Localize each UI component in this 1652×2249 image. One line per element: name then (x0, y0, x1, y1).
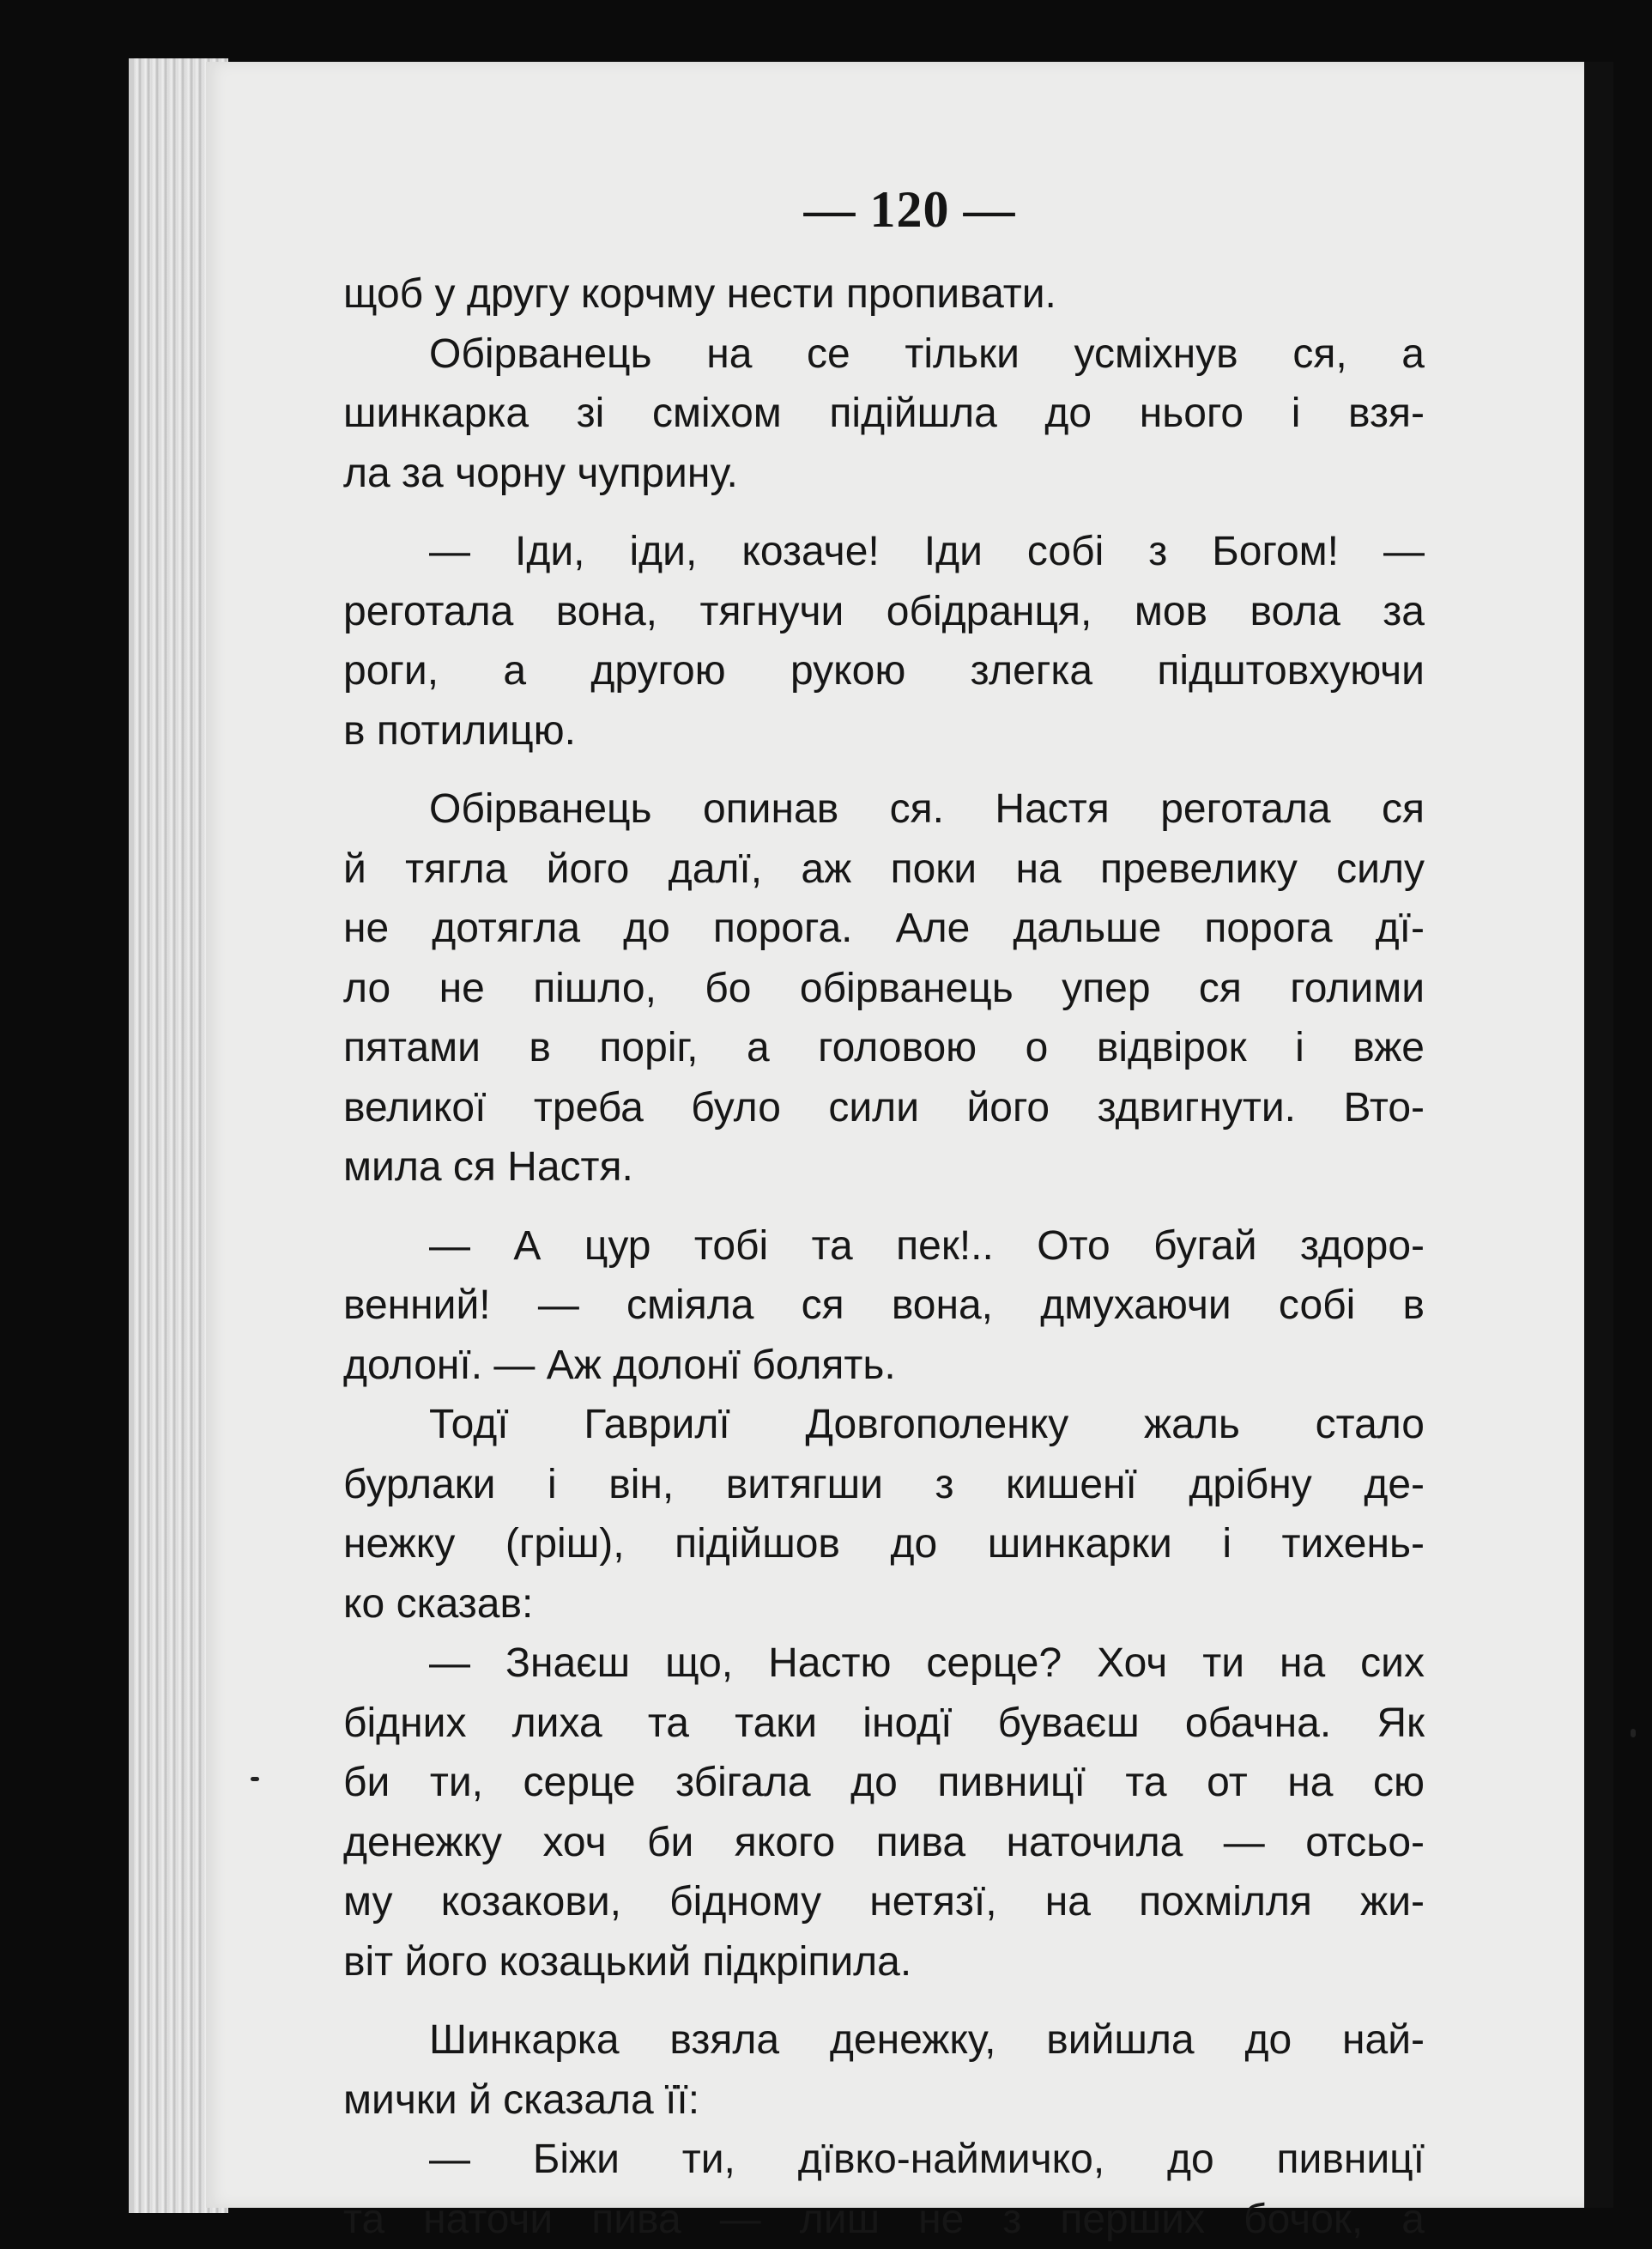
text-line: віт його козацький підкріпила. (343, 1932, 1425, 1992)
text-line: венний! — сміяла ся вона, дмухаючи собі в (343, 1276, 1425, 1336)
page-right-shadow (1584, 62, 1613, 2208)
text-line: — Знаєш що, Настю серце? Хоч ти на сих (343, 1634, 1425, 1694)
text-line: — Біжи ти, дївко-наймичко, до пивницї (343, 2130, 1425, 2190)
text-line: ло не пішло, бо обірванець упер ся голими (343, 959, 1425, 1019)
text-line: роги, а другою рукою злегка підштовхуючи (343, 641, 1425, 701)
book-page (206, 62, 1613, 2208)
text-line: ко сказав: (343, 1574, 1425, 1634)
text-line: денежку хоч би якого пива наточила — отсьо- (343, 1813, 1425, 1873)
text-line: й тягла його далї, аж поки на превелику силу (343, 840, 1425, 900)
text-line: Шинкарка взяла денежку, вийшла до най- (343, 2010, 1425, 2070)
text-line: реготала вона, тягнучи обідранця, мов вола за (343, 582, 1425, 642)
text-line: великої треба було сили його здвигнути. Вто- (343, 1078, 1425, 1138)
text-line: Обірванець опинав ся. Настя реготала ся (343, 779, 1425, 840)
text-line: пятами в поріг, а головою о відвірок і вже (343, 1018, 1425, 1078)
ink-speck (1631, 1729, 1636, 1737)
text-line: мила ся Настя. (343, 1137, 1425, 1197)
text-line: бурлаки і він, витягши з кишенї дрібну де- (343, 1455, 1425, 1515)
text-line: мички й сказала її: (343, 2070, 1425, 2131)
text-line: та наточи пива — лиш не з перших бочок, а (343, 2190, 1425, 2249)
text-line: в потилицю. (343, 701, 1425, 761)
text-line: му козакови, бідному нетязї, на похмілля жи- (343, 1872, 1425, 1932)
ink-speck (251, 1777, 259, 1781)
body-text (343, 264, 1425, 2249)
text-line: нежку (гріш), підійшов до шинкарки і тихень- (343, 1514, 1425, 1574)
text-line: — Іди, іди, козаче! Іди собі з Богом! — (343, 522, 1425, 582)
text-line: шинкарка зі сміхом підійшла до нього і взя- (343, 384, 1425, 444)
text-line: не дотягла до порога. Але дальше порога дї- (343, 899, 1425, 959)
text-line: ла за чорну чуприну. (343, 444, 1425, 504)
text-line: бідних лиха та таки інодї буваєш обачна. Як (343, 1694, 1425, 1754)
text-line: — А цур тобі та пек!.. Ото бугай здоро- (343, 1216, 1425, 1276)
text-line: щоб у другу корчму нести пропивати. (343, 264, 1425, 324)
text-line: Обірванець на се тільки усміхнув ся, а (343, 324, 1425, 385)
text-line: Тодї Гаврилї Довгополенку жаль стало (343, 1395, 1425, 1455)
page-number: — 120 — (206, 180, 1613, 239)
text-line: долонї. — Аж долонї болять. (343, 1336, 1425, 1396)
text-line: би ти, серце збігала до пивницї та от на сю (343, 1753, 1425, 1813)
